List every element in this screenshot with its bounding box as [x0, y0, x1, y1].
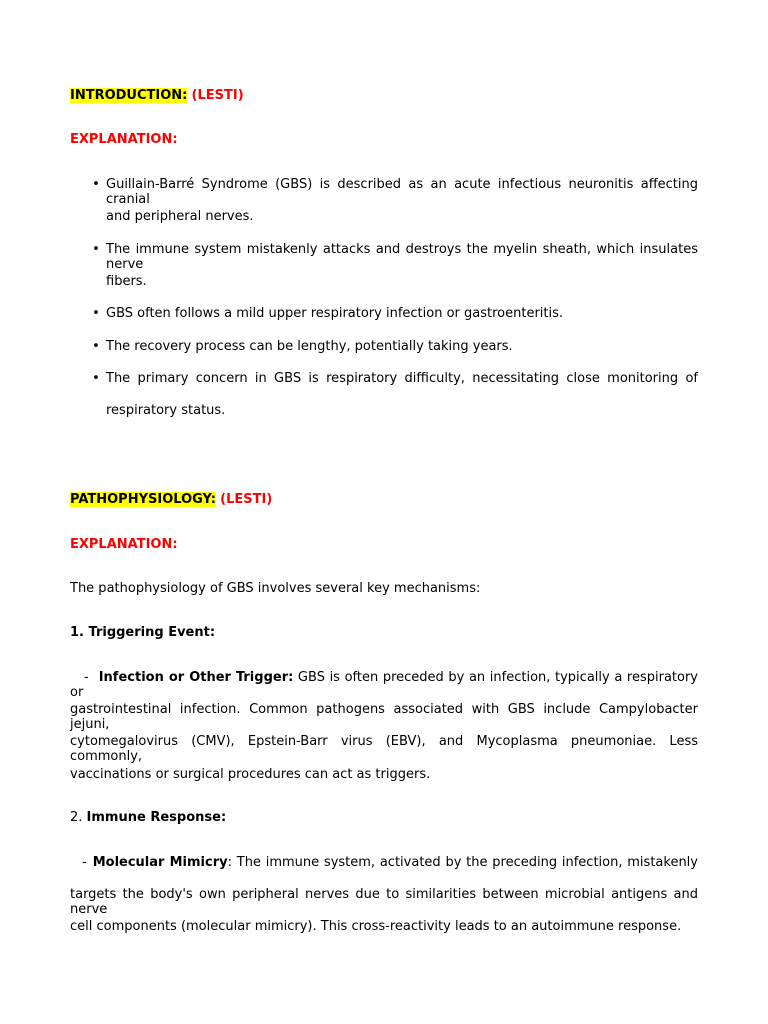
- bullet-2-line-2: fibers.: [106, 274, 147, 289]
- bullet-dot: •: [92, 177, 100, 192]
- intro-heading-line: [70, 88, 244, 103]
- section-2-line-2: targets the body's own peripheral nerves due to similarities between microbial antigens and nerve: [70, 887, 698, 917]
- patho-author: (LESTI): [220, 492, 273, 507]
- section-1-title: 1. Triggering Event:: [70, 625, 216, 640]
- bullet-3-line-1: GBS often follows a mild upper respiratory infection or gastroenteritis.: [106, 306, 564, 321]
- intro-heading: INTRODUCTION: [70, 88, 183, 103]
- patho-heading: PATHOPHYSIOLOGY:: [70, 492, 216, 507]
- section-2-text: : The immune system, activated by the preceding infection, mistakenly: [227, 855, 698, 870]
- bullet-1-line-1: Guillain-Barré Syndrome (GBS) is described as an acute infectious neuronitis affecting cranial: [106, 177, 698, 207]
- section-2-dash: -: [82, 855, 87, 870]
- section-1-line-3: cytomegalovirus (CMV), Epstein-Barr virus (EBV), and Mycoplasma pneumoniae. Less commonly,: [70, 734, 698, 764]
- section-1-text: GBS is often preceded by an infection, typically a respiratory or: [70, 670, 699, 700]
- intro-explanation-label: EXPLANATION:: [70, 132, 178, 147]
- bullet-5-line-1: The primary concern in GBS is respiratory difficulty, necessitating close monitoring of: [106, 371, 698, 386]
- section-1-line-4: vaccinations or surgical procedures can act as triggers.: [70, 767, 431, 782]
- bullet-dot: •: [92, 339, 100, 354]
- intro-heading-colon: :: [182, 88, 188, 103]
- bullet-dot: •: [92, 371, 100, 386]
- bullet-dot: •: [92, 242, 100, 257]
- bullet-dot: •: [92, 306, 100, 321]
- bullet-5-line-2: respiratory status.: [106, 403, 226, 418]
- patho-explanation-label: EXPLANATION:: [70, 537, 178, 552]
- section-2-title-line: [70, 810, 226, 825]
- bullet-1-line-2: and peripheral nerves.: [106, 209, 254, 224]
- section-2-number: 2.: [70, 810, 83, 825]
- section-1-line-2: gastrointestinal infection. Common pathogens associated with GBS include Campylobacter jejuni,: [70, 702, 698, 732]
- section-2-line-3: cell components (molecular mimicry). This cross-reactivity leads to an autoimmune response.: [70, 919, 682, 934]
- section-2-line-1: [70, 855, 698, 870]
- section-1-dash: -: [84, 670, 89, 685]
- section-2-title: Immune Response:: [86, 810, 227, 825]
- section-1-line-1: [70, 670, 698, 700]
- patho-intro-text: The pathophysiology of GBS involves several key mechanisms:: [70, 581, 481, 596]
- section-1-label: Infection or Other Trigger:: [98, 670, 294, 685]
- intro-author: (LESTI): [191, 88, 244, 103]
- patho-heading-line: [70, 492, 272, 507]
- bullet-2-line-1: The immune system mistakenly attacks and destroys the myelin sheath, which insulates nerve: [106, 242, 698, 272]
- section-2-label: Molecular Mimicry: [92, 855, 228, 870]
- bullet-4-line-1: The recovery process can be lengthy, potentially taking years.: [106, 339, 513, 354]
